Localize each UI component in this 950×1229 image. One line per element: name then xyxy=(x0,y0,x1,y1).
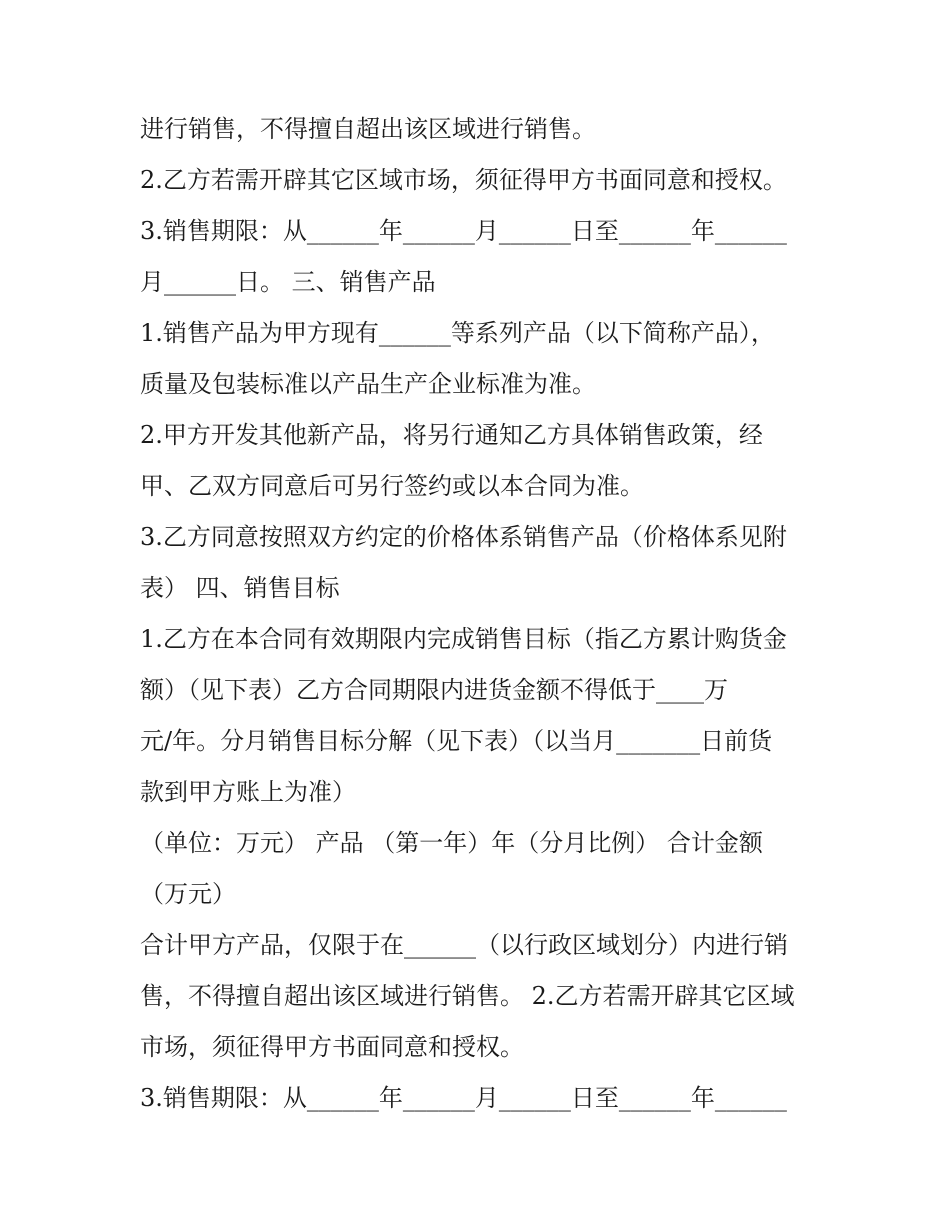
text-line: 款到甲方账上为准） xyxy=(140,778,356,806)
text-line: （单位：万元） 产品 （第一年）年（分月比例） 合计金额 xyxy=(140,829,763,857)
text-line: 质量及包装标准以产品生产企业标准为准。 xyxy=(140,370,596,398)
text-line: 1.销售产品为甲方现有______等系列产品（以下简称产品）， xyxy=(140,319,775,347)
text-line: 3.销售期限：从______年______月______日至______年______ xyxy=(140,1084,787,1112)
text-line: 合计甲方产品，仅限于在______（以行政区域划分）内进行销 xyxy=(140,931,788,959)
text-line: 元/年。分月销售目标分解（见下表）（以当月_______日前货 xyxy=(140,727,773,755)
text-line: 月______日。 三、销售产品 xyxy=(140,268,436,296)
contract-text-body xyxy=(140,104,820,1124)
text-line: 售，不得擅自超出该区域进行销售。 2.乙方若需开辟其它区域 xyxy=(140,982,795,1010)
text-line: 2.甲方开发其他新产品，将另行通知乙方具体销售政策，经 xyxy=(140,421,763,449)
text-line: 3.乙方同意按照双方约定的价格体系销售产品（价格体系见附 xyxy=(140,523,787,551)
text-line: 1.乙方在本合同有效期限内完成销售目标（指乙方累计购货金 xyxy=(140,625,787,653)
text-line: 3.销售期限：从______年______月______日至______年______ xyxy=(140,217,787,245)
text-line: 甲、乙双方同意后可另行签约或以本合同为准。 xyxy=(140,472,644,500)
text-line: 表） 四、销售目标 xyxy=(140,574,340,602)
text-line: 额）（见下表）乙方合同期限内进货金额不得低于____万 xyxy=(140,676,728,704)
text-line: （万元） xyxy=(140,880,236,908)
text-line: 进行销售，不得擅自超出该区域进行销售。 xyxy=(140,115,596,143)
text-line: 2.乙方若需开辟其它区域市场，须征得甲方书面同意和授权。 xyxy=(140,166,787,194)
text-line: 市场，须征得甲方书面同意和授权。 xyxy=(140,1033,524,1061)
